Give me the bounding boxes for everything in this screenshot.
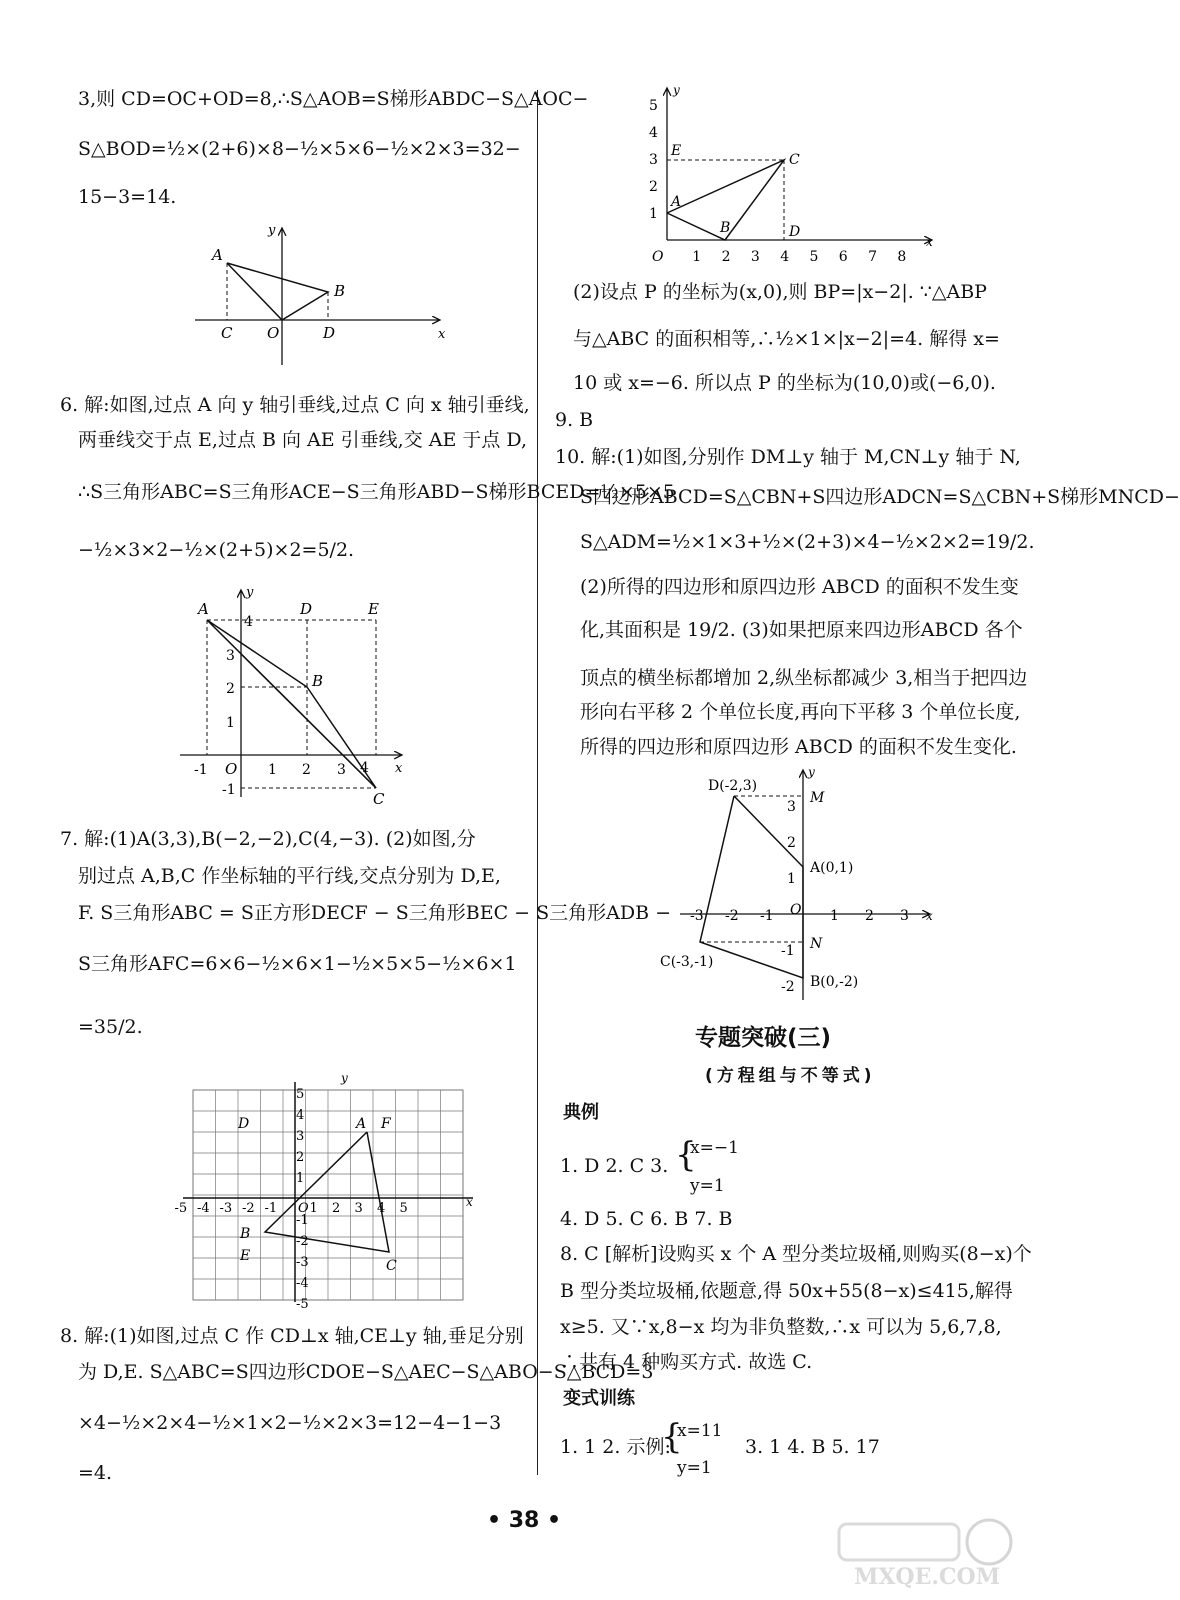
tick-y-label: 1 [649,206,658,222]
tick-y-label: 5 [296,1087,305,1102]
tick-x-label: 1 [692,249,702,265]
q7-line-2: 别过点 A,B,C 作坐标轴的平行线,交点分别为 D,E, [78,865,501,887]
tick-y-label: -5 [296,1297,309,1312]
tick-y-label: 3 [296,1129,305,1144]
tick-y-label: 4 [649,125,658,141]
label-A: A [671,194,682,210]
q8b-line-2: 与△ABC 的面积相等,∴½×1×|x−2|=4. 解得 x= [573,328,1000,350]
label-A: A [212,246,223,264]
tick-x-label: -1 [264,1201,278,1216]
tick-x-label: 1 [830,908,839,924]
label-O: O [790,902,802,918]
tick-y-label: 2 [649,179,658,195]
ex8-line-2: B 型分类垃圾桶,依题意,得 50x+55(8−x)≤415,解得 [560,1280,1013,1302]
tick-y-label: 4 [296,1108,305,1123]
tick-x-label: -3 [219,1201,233,1216]
label-N: N [810,936,823,952]
tick-y-label: 2 [787,835,796,851]
tick-y-label: 3 [787,799,796,815]
svg-text:3: 3 [337,762,346,778]
tick-y-label: -4 [296,1276,309,1291]
brace: { [661,1417,683,1457]
tick-x-label: 2 [865,908,874,924]
q8-line-3: ×4−½×2×4−½×1×2−½×2×3=12−4−1−3 [78,1412,502,1434]
label-O: O [298,1201,309,1216]
label-x: x [466,1195,473,1209]
tick-x-label: 5 [809,249,819,265]
tick-x-label: -5 [174,1201,188,1216]
q7-line-4: S三角形AFC=6×6−½×6×1−½×5×5−½×6×1 [78,953,517,975]
special-title: 专题突破(三) [695,1025,832,1051]
svg-text:2: 2 [226,681,235,697]
tick-x-label: 8 [897,249,907,265]
label-D: D [238,1116,250,1132]
tick-y-label: 5 [649,98,658,114]
ex-line-2: 4. D 5. C 6. B 7. B [560,1208,733,1230]
label-D: D [789,224,801,240]
label-C: C [386,1258,397,1274]
var-sys-y: y=1 [677,1458,712,1478]
ex-line-1: 1. D 2. C 3. [560,1155,669,1177]
label-D: D [323,324,336,342]
q9-answer: 9. B [555,409,594,431]
brace: { [675,1135,697,1175]
tick-y-label: -2 [781,979,795,995]
variant-heading: 变式训练 [563,1388,635,1409]
label-C: C(-3,-1) [660,954,714,970]
q7-line-5: =35/2. [78,1016,143,1038]
tick-y-label: 1 [787,871,796,887]
tick-x-label: 4 [377,1201,386,1216]
q5-line-2: S△BOD=½×(2+6)×8−½×5×6−½×2×3=32− [78,138,521,160]
label-y: y [246,585,254,600]
svg-text:4: 4 [360,760,369,776]
q10-line-3: S△ADM=½×1×3+½×(2+3)×4−½×2×2=19/2. [580,531,1035,553]
label-D: D(-2,3) [708,778,758,794]
label-B: B(0,-2) [810,974,859,990]
tick-x-label: 7 [868,249,878,265]
q6-line-3: ∴S三角形ABC=S三角形ACE−S三角形ABD−S梯形BCED=½×5×5 [78,481,675,503]
label-C: C [373,790,385,808]
q6-line-4: −½×3×2−½×(2+5)×2=5/2. [78,539,355,561]
tick-y-label: 1 [296,1171,305,1186]
var-line-b: 3. 1 4. B 5. 17 [745,1436,880,1458]
tick-x-label: -2 [725,908,739,924]
var-sys-x: x=11 [677,1421,723,1441]
label-A: A [356,1116,367,1132]
label-O: O [267,324,280,342]
label-x: x [395,761,403,776]
label-B: B [334,282,346,300]
label-F: F [381,1116,391,1132]
label-y: y [341,1071,348,1085]
figure-q6 [180,582,480,807]
label-E: E [368,600,379,618]
example-heading: 典例 [563,1102,599,1123]
label-D: D [300,600,313,618]
q10-line-5: 化,其面积是 19/2. (3)如果把原来四边形ABCD 各个 [580,619,1023,641]
tick-x-label: 3 [900,908,909,924]
q5-line-3: 15−3=14. [78,186,177,208]
label-E: E [671,143,682,159]
tick-x-label: 3 [354,1201,363,1216]
label-y: y [808,765,815,779]
label-A: A(0,1) [810,860,854,876]
q8b-line-3: 10 或 x=−6. 所以点 P 的坐标为(10,0)或(−6,0). [573,372,996,394]
special-subtitle: (方程组与不等式) [705,1066,876,1086]
svg-text:-1: -1 [194,762,208,778]
q8-line-1: 8. 解:(1)如图,过点 C 作 CD⊥x 轴,CE⊥y 轴,垂足分别 [60,1325,524,1347]
tick-x-label: -1 [760,908,774,924]
label-A: A [198,600,209,618]
svg-text:2: 2 [302,762,311,778]
tick-x-label: 1 [309,1201,318,1216]
label-x: x [438,327,446,342]
tick-x-label: 2 [332,1201,341,1216]
label-B: B [240,1226,251,1242]
ex-sys-x: x=−1 [690,1138,739,1158]
figure-q10 [650,762,950,1007]
q8b-line-1: (2)设点 P 的坐标为(x,0),则 BP=|x−2|. ∵△ABP [573,281,987,303]
tick-x-label: 6 [838,249,848,265]
label-M: M [810,790,825,806]
tick-x-label: -3 [690,908,704,924]
q10-line-1: 10. 解:(1)如图,分别作 DM⊥y 轴于 M,CN⊥y 轴于 N, [555,446,1021,468]
column-divider [537,90,538,1475]
figure-q5 [190,220,450,370]
tick-x-label: -4 [197,1201,210,1216]
q8-line-2: 为 D,E. S△ABC=S四边形CDOE−S△AEC−S△ABO−S△BCD=3 [78,1361,654,1383]
tick-x-label: 4 [780,249,790,265]
svg-text:1: 1 [268,762,277,778]
q10-line-8: 所得的四边形和原四边形 ABCD 的面积不发生变化. [580,736,1017,758]
tick-x-label: 5 [399,1201,408,1216]
tick-y-label: -1 [781,943,795,959]
label-B: B [312,672,324,690]
tick-y-label: 2 [296,1150,305,1165]
label-O: O [225,760,238,778]
svg-text:MXQE.COM: MXQE.COM [854,1564,1001,1590]
tick-x-label: -2 [242,1201,255,1216]
ex8-line-4: ∴共有 4 种购买方式. 故选 C. [560,1351,813,1373]
label-x: x [926,909,933,923]
label-x: x [926,235,933,249]
q6-line-1: 6. 解:如图,过点 A 向 y 轴引垂线,过点 C 向 x 轴引垂线, [60,394,530,416]
tick-y-label: -2 [296,1234,309,1249]
q10-line-7: 形向右平移 2 个单位长度,再向下平移 3 个单位长度, [580,701,1021,723]
label-C: C [789,152,800,168]
label-B: B [720,220,731,236]
q7-line-1: 7. 解:(1)A(3,3),B(−2,−2),C(4,−3). (2)如图,分 [60,828,476,850]
ex8-line-3: x≥5. 又∵x,8−x 均为非负整数,∴x 可以为 5,6,7,8, [560,1316,1002,1338]
label-y: y [673,83,680,97]
watermark-logo [829,1512,1019,1590]
q10-line-2: S四边形ABCD=S△CBN+S四边形ADCN=S△CBN+S梯形MNCD− [580,486,1180,508]
label-E: E [240,1248,251,1264]
figure-q7 [174,1070,478,1312]
figure-q8 [640,82,940,267]
q10-line-6: 顶点的横坐标都增加 2,纵坐标都减少 3,相当于把四边 [580,667,1028,689]
q8-line-4: =4. [78,1462,113,1484]
ex8-line-1: 8. C [解析]设购买 x 个 A 型分类垃圾桶,则购买(8−x)个 [560,1243,1032,1265]
tick-x-label: 3 [750,249,760,265]
q7-line-3: F. S三角形ABC = S正方形DECF − S三角形BEC − S三角形ADB − [78,902,672,924]
page-number: • 38 • [487,1508,562,1533]
tick-y-label: -1 [296,1213,309,1228]
var-line-a: 1. 1 2. 示例: [560,1436,671,1458]
label-y: y [268,223,276,238]
q10-line-4: (2)所得的四边形和原四边形 ABCD 的面积不发生变 [580,576,1019,598]
ex-sys-y: y=1 [690,1176,725,1196]
svg-text:4: 4 [244,614,253,630]
q5-line-1: 3,则 CD=OC+OD=8,∴S△AOB=S梯形ABDC−S△AOC− [78,88,589,110]
tick-y-label: 3 [649,152,658,168]
svg-text:3: 3 [226,648,235,664]
tick-x-label: 2 [721,249,731,265]
tick-y-label: -3 [296,1255,309,1270]
svg-text:1: 1 [226,715,235,731]
q6-line-2: 两垂线交于点 E,过点 B 向 AE 引垂线,交 AE 于点 D, [78,429,528,451]
svg-text:-1: -1 [222,782,236,798]
label-O: O [652,249,664,265]
label-C: C [221,324,233,342]
